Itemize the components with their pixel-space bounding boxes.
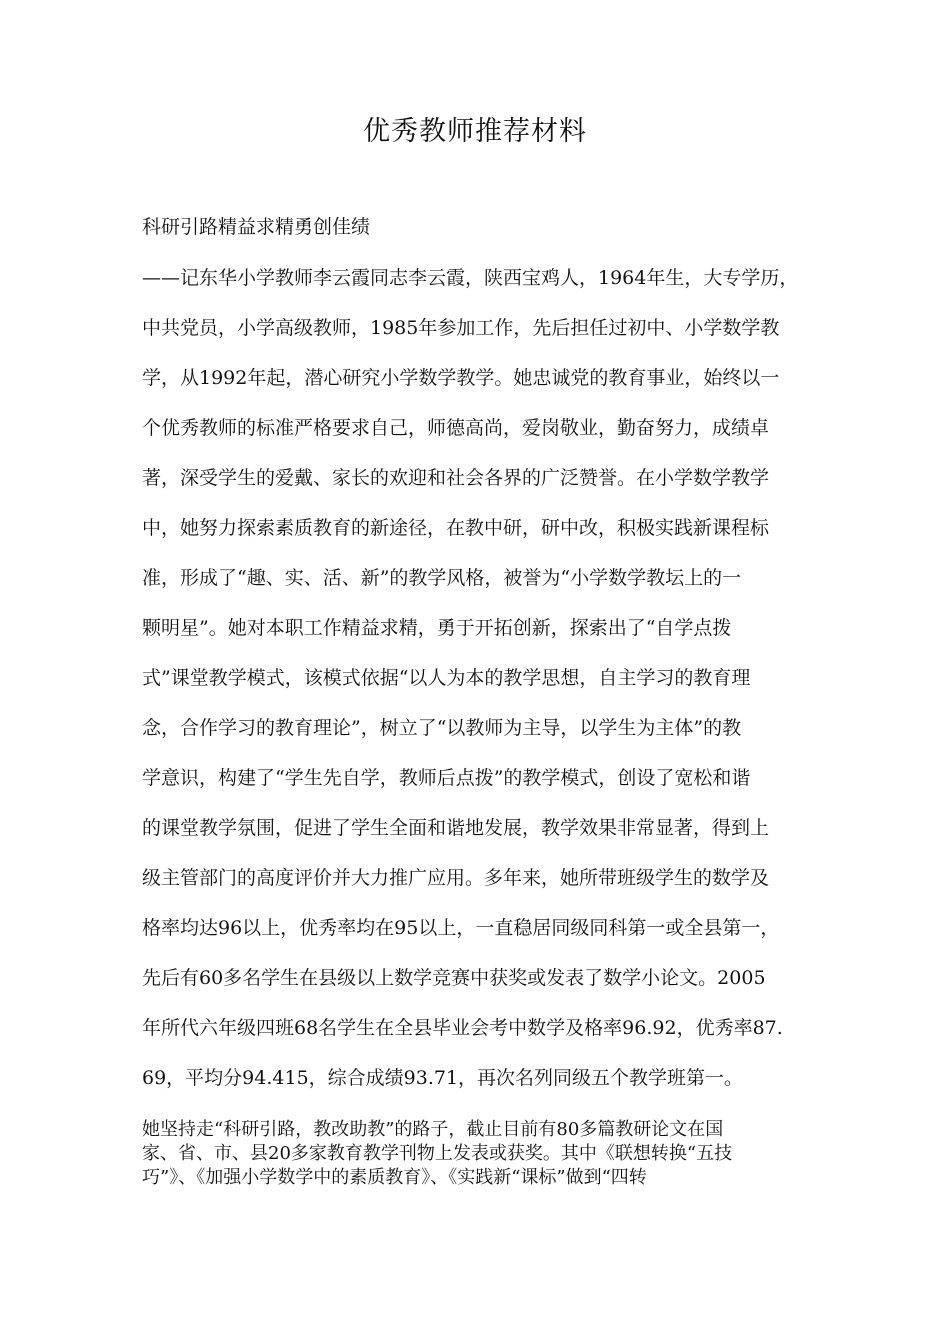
paragraph-line: 准，形成了“趣、实、活、新”的教学风格，被誉为“小学数学教坛上的一 [142,567,742,589]
paragraph-line: 中，她努力探索素质教育的新途径，在教中研，研中改，积极实践新课程标 [142,517,770,539]
paragraph-line: 颗明星”。她对本职工作精益求精，勇于开拓创新，探索出了“自学点拨 [142,617,732,639]
paragraph-line: 式”课堂教学模式，该模式依据“以人为本的教学思想，自主学习的教育理 [142,667,751,689]
paragraph-line: 念，合作学习的教育理论”，树立了“以教师为主导，以学生为主体”的教 [142,717,742,739]
paragraph-line: ——记东华小学教师李云霞同志李云霞，陕西宝鸡人，1964年生，大专学历， [142,267,799,289]
paragraph-line: 年所代六年级四班68名学生在全县毕业会考中数学及格率96.92，优秀率87. [142,1017,783,1039]
paragraph-line: 巧”》、《加强小学数学中的素质教育》、《实践新“课标”做到“四转 [142,1167,647,1188]
paragraph-line: 先后有60多名学生在县级以上数学竞赛中获奖或发表了数学小论文。2005 [142,967,766,989]
paragraph-line: 个优秀教师的标准严格要求自己，师德高尚，爱岗敬业，勤奋努力，成绩卓 [142,417,770,439]
paragraph-2 [142,1118,832,1190]
paragraph-line: 家、省、市、县20多家教育教学刊物上发表或获奖。其中《联想转换“五技 [142,1143,733,1164]
paragraph-line: 学意识，构建了“学生先自学，教师后点拨”的教学模式，创设了宽松和谐 [142,767,751,789]
paragraph-line: 著，深受学生的爱戴、家长的欢迎和社会各界的广泛赞誉。在小学数学教学 [142,467,770,489]
paragraph-line: 级主管部门的高度评价并大力推广应用。多年来，她所带班级学生的数学及 [142,867,770,889]
document-subtitle: 科研引路精益求精勇创佳绩 [142,216,371,238]
paragraph-line: 69，平均分94.415，综合成绩93.71，再次名列同级五个教学班第一。 [142,1067,744,1089]
paragraph-line: 她坚持走“科研引路，教改助教”的路子，截止目前有80多篇教研论文在国 [142,1119,724,1140]
paragraph-line: 学，从1992年起，潜心研究小学数学教学。她忠诚党的教育事业，始终以一 [142,367,780,389]
document-title: 优秀教师推荐材料 [363,116,587,147]
paragraph-line: 的课堂教学氛围，促进了学生全面和谐地发展，教学效果非常显著，得到上 [142,817,770,839]
paragraph-line: 中共党员，小学高级教师，1985年参加工作，先后担任过初中、小学数学教 [142,317,780,339]
paragraph-line: 格率均达96以上，优秀率均在95以上，一直稳居同级同科第一或全县第一， [142,917,780,939]
